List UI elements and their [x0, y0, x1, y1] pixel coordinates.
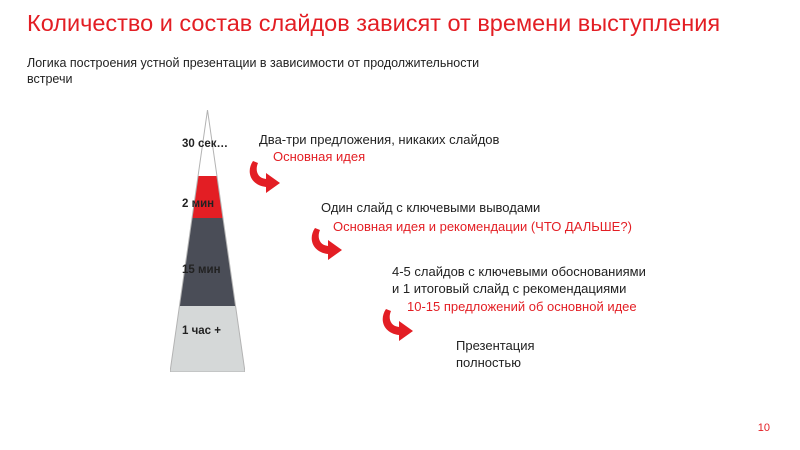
step-2-text: Один слайд с ключевыми выводами: [321, 200, 541, 215]
step-4-text-line1: Презентация: [456, 338, 535, 353]
page-title: Количество и состав слайдов зависят от времени выступления: [27, 10, 721, 36]
level-label-1hour: 1 час +: [182, 325, 221, 337]
page-number: 10: [757, 422, 770, 434]
curved-arrow-icon: [305, 225, 347, 263]
level-label-2min: 2 мин: [182, 198, 215, 210]
pyramid-level-light: [170, 306, 245, 372]
step-2-note: Основная идея и рекомендации (ЧТО ДАЛЬШЕ?): [333, 219, 632, 234]
curved-arrow-icon: [376, 306, 418, 344]
step-3-text-line2: и 1 итоговый слайд с рекомендациями: [392, 281, 627, 296]
page-subtitle: Логика построения устной презентации в зависимости от продолжительности встречи: [27, 56, 480, 86]
step-3-note: 10-15 предложений об основной идее: [407, 299, 637, 314]
step-3-text-line1: 4-5 слайдов с ключевыми обоснованиями: [392, 264, 646, 279]
level-label-15min: 15 мин: [182, 264, 221, 276]
curved-arrow-icon: [243, 158, 285, 196]
step-1-note: Основная идея: [273, 149, 366, 164]
pyramid-level-red: [170, 176, 245, 218]
level-label-30sec: 30 сек…: [182, 138, 229, 150]
step-4-text-line2: полностью: [456, 355, 521, 370]
step-1-text: Два-три предложения, никаких слайдов: [259, 132, 500, 147]
